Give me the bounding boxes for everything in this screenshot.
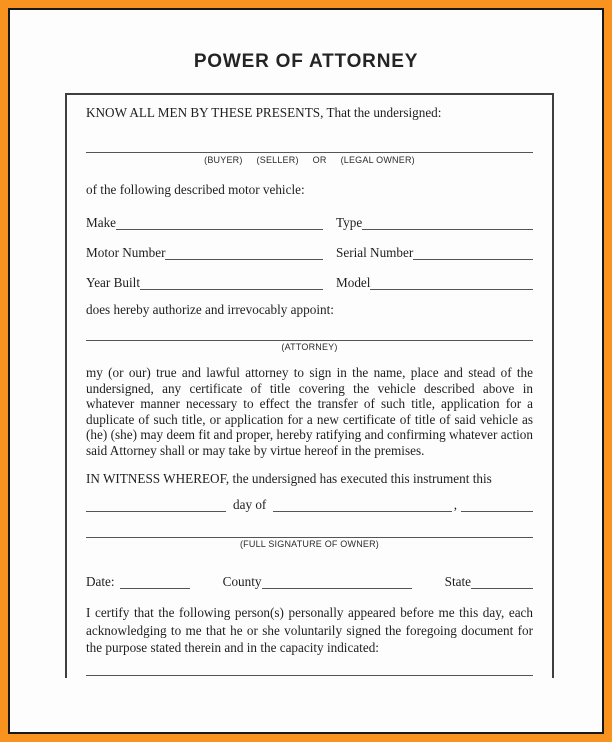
poa-form-box [65, 93, 554, 678]
attorney-caption-row [86, 342, 533, 352]
undersigned-name-field[interactable] [86, 126, 533, 153]
year-built-label: Year Built [86, 275, 140, 290]
model-group [336, 275, 533, 290]
model-field[interactable] [370, 275, 533, 290]
vehicle-row-make-type [86, 212, 533, 230]
day-of-label: day of [233, 497, 267, 512]
opening-statement: KNOW ALL MEN BY THESE PRESENTS, That the undersigned: [86, 105, 442, 120]
owner-signature-field[interactable] [86, 520, 533, 538]
buyer-caption: (BUYER) [204, 155, 243, 165]
vehicle-row-motor-serial [86, 242, 533, 260]
attorney-name-field[interactable] [86, 323, 533, 341]
date-group [86, 574, 190, 589]
execution-date-row [86, 495, 533, 512]
attorney-caption: (ATTORNEY) [281, 342, 338, 352]
county-label: County [222, 574, 262, 589]
year-built-group [86, 275, 323, 290]
date-label: Date: [86, 574, 115, 589]
type-field[interactable] [362, 215, 533, 230]
day-of-separator: , [453, 497, 457, 512]
state-label: State [444, 574, 471, 589]
execution-month-field[interactable] [273, 497, 451, 512]
document-page [8, 8, 604, 734]
motor-number-field[interactable] [165, 245, 323, 260]
motor-number-group [86, 245, 323, 260]
party-caption-row [86, 155, 533, 165]
county-field[interactable] [262, 574, 412, 589]
year-built-field[interactable] [140, 275, 323, 290]
type-label: Type [336, 215, 363, 230]
county-group [223, 574, 412, 589]
or-caption: OR [312, 155, 327, 165]
date-field[interactable] [120, 574, 190, 589]
execution-day-field[interactable] [86, 497, 226, 512]
make-label: Make [86, 215, 117, 230]
vehicle-intro: of the following described motor vehicle: [86, 182, 305, 197]
make-field[interactable] [116, 215, 323, 230]
appoint-statement: does hereby authorize and irrevocably appoint: [86, 302, 334, 317]
signature-caption: (FULL SIGNATURE OF OWNER) [239, 539, 379, 549]
motor-number-label: Motor Number [86, 245, 166, 260]
legal-owner-caption: (LEGAL OWNER) [340, 155, 415, 165]
model-label: Model [336, 275, 371, 290]
date-county-state-row [86, 573, 533, 589]
appeared-person-field[interactable] [86, 658, 533, 676]
page-title: POWER OF ATTORNEY [193, 51, 419, 72]
witness-statement: IN WITNESS WHEREOF, the undersigned has executed this instrument this [86, 471, 492, 486]
seller-caption: (SELLER) [256, 155, 299, 165]
execution-year-field[interactable] [461, 497, 533, 512]
serial-number-label: Serial Number [336, 245, 414, 260]
state-group [445, 574, 533, 589]
type-group [336, 215, 533, 230]
make-group [86, 215, 323, 230]
body-paragraph: my (or our) true and lawful attorney to sign in the name, place and stead of the undersigned, any certificate of title covering the vehicle described above in whatever manner necessary to effect the transfer of such title, application for a duplicate of such title, or application for a new certificate of title of said vehicle as (he) (she) may deem fit and proper, hereby ratifying and confirming whatever action said Attorney shall or may take by virtue hereof in the premises. [86, 365, 533, 458]
serial-number-field[interactable] [413, 245, 533, 260]
notary-paragraph: I certify that the following person(s) personally appeared before me this day, each acknowledging to me that he or she voluntarily signed the foregoing document for the purpose stated therein and in the capacity indicated: [86, 605, 533, 656]
signature-caption-row [86, 539, 533, 549]
state-field[interactable] [471, 574, 533, 589]
serial-number-group [336, 245, 533, 260]
vehicle-row-year-model [86, 272, 533, 290]
